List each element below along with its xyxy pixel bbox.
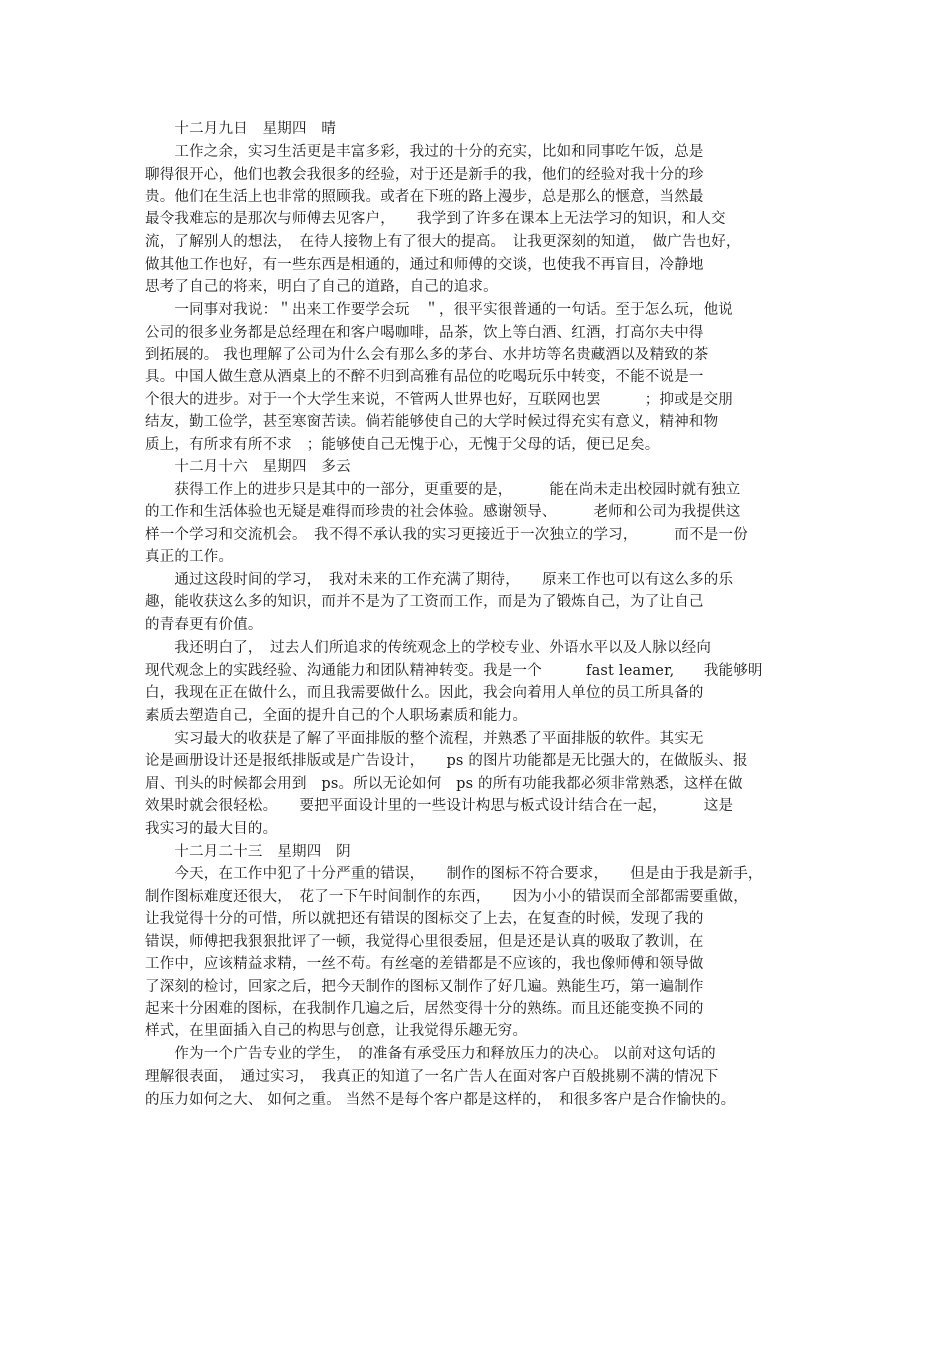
text-line: 结友，勤工俭学，甚至寒窗苦读。倘若能够使自己的大学时候过得充实有意义，精神和物 [145, 414, 719, 430]
text-line: 了深刻的检讨，回家之后，把今天制作的图标又制作了好几遍。熟能生巧，第一遍制作 [145, 979, 704, 995]
text-line: 公司的很多业务都是总经理在和客户喝咖啡，品茶，饮上等白酒、红酒，打高尔夫中得 [145, 325, 704, 341]
text-line: 一同事对我说：＂出来工作要学会玩 ＂，很平实很普通的一句话。至于怎么玩，他说 [145, 302, 733, 318]
text-line: 十二月二十三 星期四 阴 [145, 844, 351, 860]
text-line: 我实习的最大目的。 [145, 821, 278, 837]
text-line: 思考了自己的将来，明白了自己的道路，自己的追求。 [145, 279, 498, 295]
text-line: 个很大的进步。对于一个大学生来说，不管两人世界也好，互联网也罢 ；抑或是交朋 [145, 392, 733, 408]
text-line: 起来十分困难的图标，在我制作几遍之后，居然变得十分的熟练。而且还能变换不同的 [145, 1001, 704, 1017]
text-line: 作为一个广告专业的学生， 的准备有承受压力和释放压力的决心。 以前对这句话的 [145, 1046, 716, 1062]
text-line: 素质去塑造自己，全面的提升自己的个人职场素质和能力。 [145, 708, 528, 724]
text-line: 真正的工作。 [145, 549, 234, 565]
text-line: 今天，在工作中犯了十分严重的错误， 制作的图标不符合要求， 但是由于我是新手， [145, 866, 763, 882]
text-line: 质上，有所求有所不求 ；能够使自己无愧于心，无愧于父母的话，便已足矣。 [145, 437, 660, 453]
text-line: 工作之余，实习生活更是丰富多彩，我过的十分的充实，比如和同事吃午饭，总是 [145, 144, 704, 160]
text-line: 贵。他们在生活上也非常的照顾我。或者在下班的路上漫步，总是那么的惬意，当然最 [145, 189, 704, 205]
text-line: 效果时就会很轻松。 要把平面设计里的一些设计构思与板式设计结合在一起， 这是 [145, 798, 734, 814]
text-line: 流，了解别人的想法， 在待人接物上有了很大的提高。 让我更深刻的知道， 做广告也好， [145, 234, 741, 250]
text-line: 理解很表面， 通过实习， 我真正的知道了一名广告人在面对客户百般挑剔不满的情况下 [145, 1069, 719, 1085]
text-line: 错误，师傅把我狠狠批评了一顿，我觉得心里很委屈，但是还是认真的吸取了教训，在 [145, 934, 704, 950]
text-line: 到拓展的。 我也理解了公司为什么会有那么多的茅台、水井坊等名贵藏酒以及精致的茶 [145, 347, 709, 363]
text-line: 的压力如何之大、 如何之重。 当然不是每个客户都是这样的， 和很多客户是合作愉快的。 [145, 1092, 736, 1108]
text-line: 论是画册设计还是报纸排版或是广告设计， ps 的图片功能都是无比强大的，在做版头、报 [145, 753, 748, 769]
text-line: 通过这段时间的学习， 我对未来的工作充满了期待， 原来工作也可以有这么多的乐 [145, 572, 734, 588]
text-line: 具。中国人做生意从酒桌上的不醉不归到高雅有品位的吃喝玩乐中转变，不能不说是一 [145, 369, 704, 385]
text-line: 趣，能收获这么多的知识，而并不是为了工资而工作，而是为了锻炼自己，为了让自己 [145, 594, 704, 610]
text-line: 的工作和生活体验也无疑是难得而珍贵的社会体验。感谢领导、 老师和公司为我提供这 [145, 504, 741, 520]
text-line: 十二月九日 星期四 晴 [145, 121, 337, 137]
text-line: 白，我现在正在做什么，而且我需要做什么。因此，我会向着用人单位的员工所具备的 [145, 685, 704, 701]
text-line: 眉、刊头的时候都会用到 ps。所以无论如何 ps 的所有功能我都必须非常熟悉，这样在做 [145, 776, 743, 792]
text-line: 工作中，应该精益求精，一丝不苟。有丝毫的差错都是不应该的，我也像师傅和领导做 [145, 956, 704, 972]
text-line: 我还明白了， 过去人们所追求的传统观念上的学校专业、外语水平以及人脉以经向 [145, 640, 712, 656]
text-line: 让我觉得十分的可惜，所以就把还有错误的图标交了上去，在复查的时候，发现了我的 [145, 911, 704, 927]
text-line: 样一个学习和交流机会。 我不得不承认我的实习更接近于一次独立的学习， 而不是一份 [145, 527, 748, 543]
text-line: 最令我难忘的是那次与师傅去见客户， 我学到了许多在课本上无法学习的知识，和人交 [145, 211, 726, 227]
text-line: 做其他工作也好，有一些东西是相通的，通过和师傅的交谈，也使我不再盲目，冷静地 [145, 257, 704, 273]
text-line: 现代观念上的实践经验、沟通能力和团队精神转变。我是一个 fast leamer, 我能够明 [145, 663, 763, 679]
text-line: 的青春更有价值。 [145, 617, 263, 633]
text-line: 十二月十六 星期四 多云 [145, 459, 351, 475]
text-line: 实习最大的收获是了解了平面排版的整个流程，并熟悉了平面排版的软件。其实无 [145, 731, 704, 747]
text-line: 获得工作上的进步只是其中的一部分，更重要的是， 能在尚未走出校园时就有独立 [145, 482, 741, 498]
text-line: 聊得很开心，他们也教会我很多的经验，对于还是新手的我，他们的经验对我十分的珍 [145, 167, 704, 183]
text-line: 制作图标难度还很大， 花了一下午时间制作的东西， 因为小小的错误而全部都需要重做， [145, 889, 748, 905]
text-line: 样式，在里面插入自己的构思与创意，让我觉得乐趣无穷。 [145, 1023, 528, 1039]
